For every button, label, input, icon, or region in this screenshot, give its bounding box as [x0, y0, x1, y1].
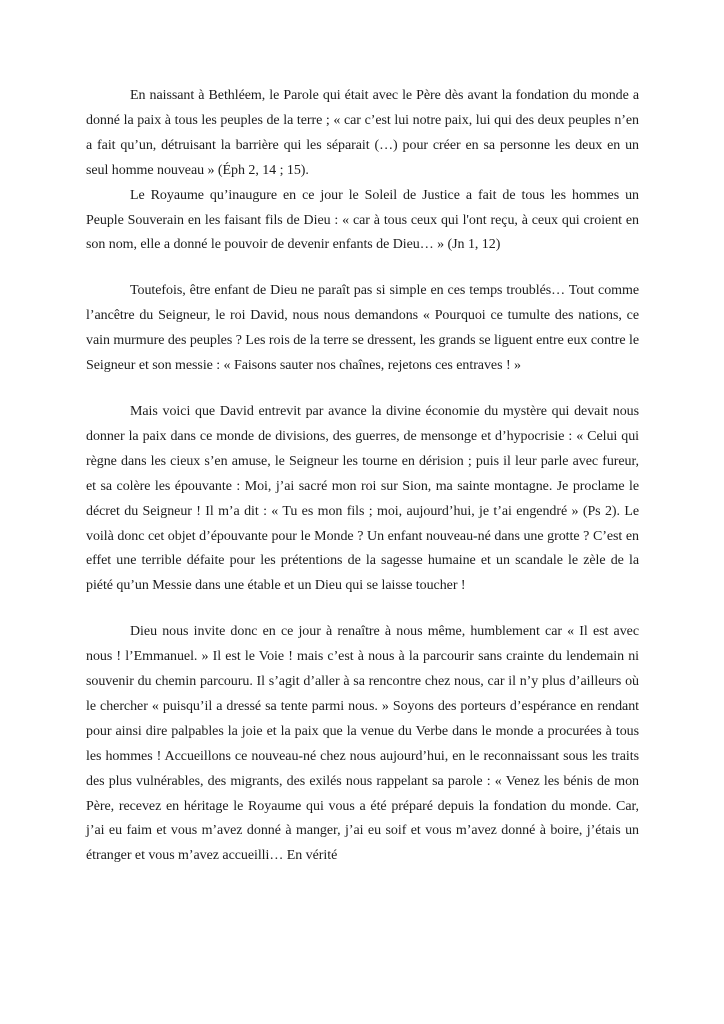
paragraph-invitation: Dieu nous invite donc en ce jour à renaître à nous même, humblement car « Il est avec nous ! l’Emmanuel. » Il est le Voie ! mais c’est à nous à la parcourir sans crainte du lendemain ni souvenir du chemin parcouru. Il s’agit d’aller à sa rencontre chez nous, car il n’y plus d’ailleurs où le chercher « puisqu’il a dressé sa tente parmi nous. » Soyons des porteurs d’espérance en rendant pour ainsi dire palpables la joie et la paix que la venue du Verbe dans le monde a procurées à tous les hommes ! Accueillons ce nouveau-né chez nous aujourd’hui, en le reconnaissant sous les traits des plus vulnérables, des migrants, des exilés nous rappelant sa parole : « Venez les bénis de mon Père, recevez en héritage le Royaume qui vous a été préparé depuis la fondation du monde. Car, j’ai eu faim et vous m’avez donné à manger, j’ai eu soif et vous m’avez donné à boire, j’étais un étranger et vous m’avez accueilli… En vérité [86, 624, 639, 864]
paragraph-toutefois: Toutefois, être enfant de Dieu ne paraît pas si simple en ces temps troublés… Tout comme l’ancêtre du Seigneur, le roi David, nous nous demandons « Pourquoi ce tumulte des nations, ce vain murmure des peuples ? Les rois de la terre se dressent, les grands se liguent entre eux contre le Seigneur et son messie : « Faisons sauter nos chaînes, rejetons ces entraves ! » [86, 283, 639, 374]
paragraph-royaume: Le Royaume qu’inaugure en ce jour le Soleil de Justice a fait de tous les hommes un Peuple Souverain en les faisant fils de Dieu : « car à tous ceux qui l'ont reçu, à ceux qui croient en son nom, elle a donné le pouvoir de devenir enfants de Dieu… » (Jn 1, 12) [86, 187, 639, 253]
document-page [86, 84, 639, 869]
paragraph-david: Mais voici que David entrevit par avance la divine économie du mystère qui devait nous donner la paix dans ce monde de divisions, des guerres, de mensonge et d’hypocrisie : « Celui qui règne dans les cieux s’en amuse, le Seigneur les tourne en dérision ; puis il leur parle avec fureur, et sa colère les épouvante : Moi, j’ai sacré mon roi sur Sion, ma sainte montagne. Je proclame le décret du Seigneur ! Il m’a dit : « Tu es mon fils ; moi, aujourd’hui, je t’ai engendré » (Ps 2). Le voilà donc cet objet d’épouvante pour le Monde ? Un enfant nouveau-né dans une grotte ? C’est en effet une terrible défaite pour les prétentions de la sagesse humaine et un scandale le zèle de la piété qu’un Messie dans une étable et un Dieu qui se laisse toucher ! [86, 403, 639, 594]
paragraph-bethleem: En naissant à Bethléem, le Parole qui était avec le Père dès avant la fondation du monde a donné la paix à tous les peuples de la terre ; « car c’est lui notre paix, lui qui des deux peuples n’en a fait qu’un, détruisant la barrière qui les séparait (…) pour créer en sa personne les deux en un seul homme nouveau » (Éph 2, 14 ; 15). [86, 88, 639, 178]
